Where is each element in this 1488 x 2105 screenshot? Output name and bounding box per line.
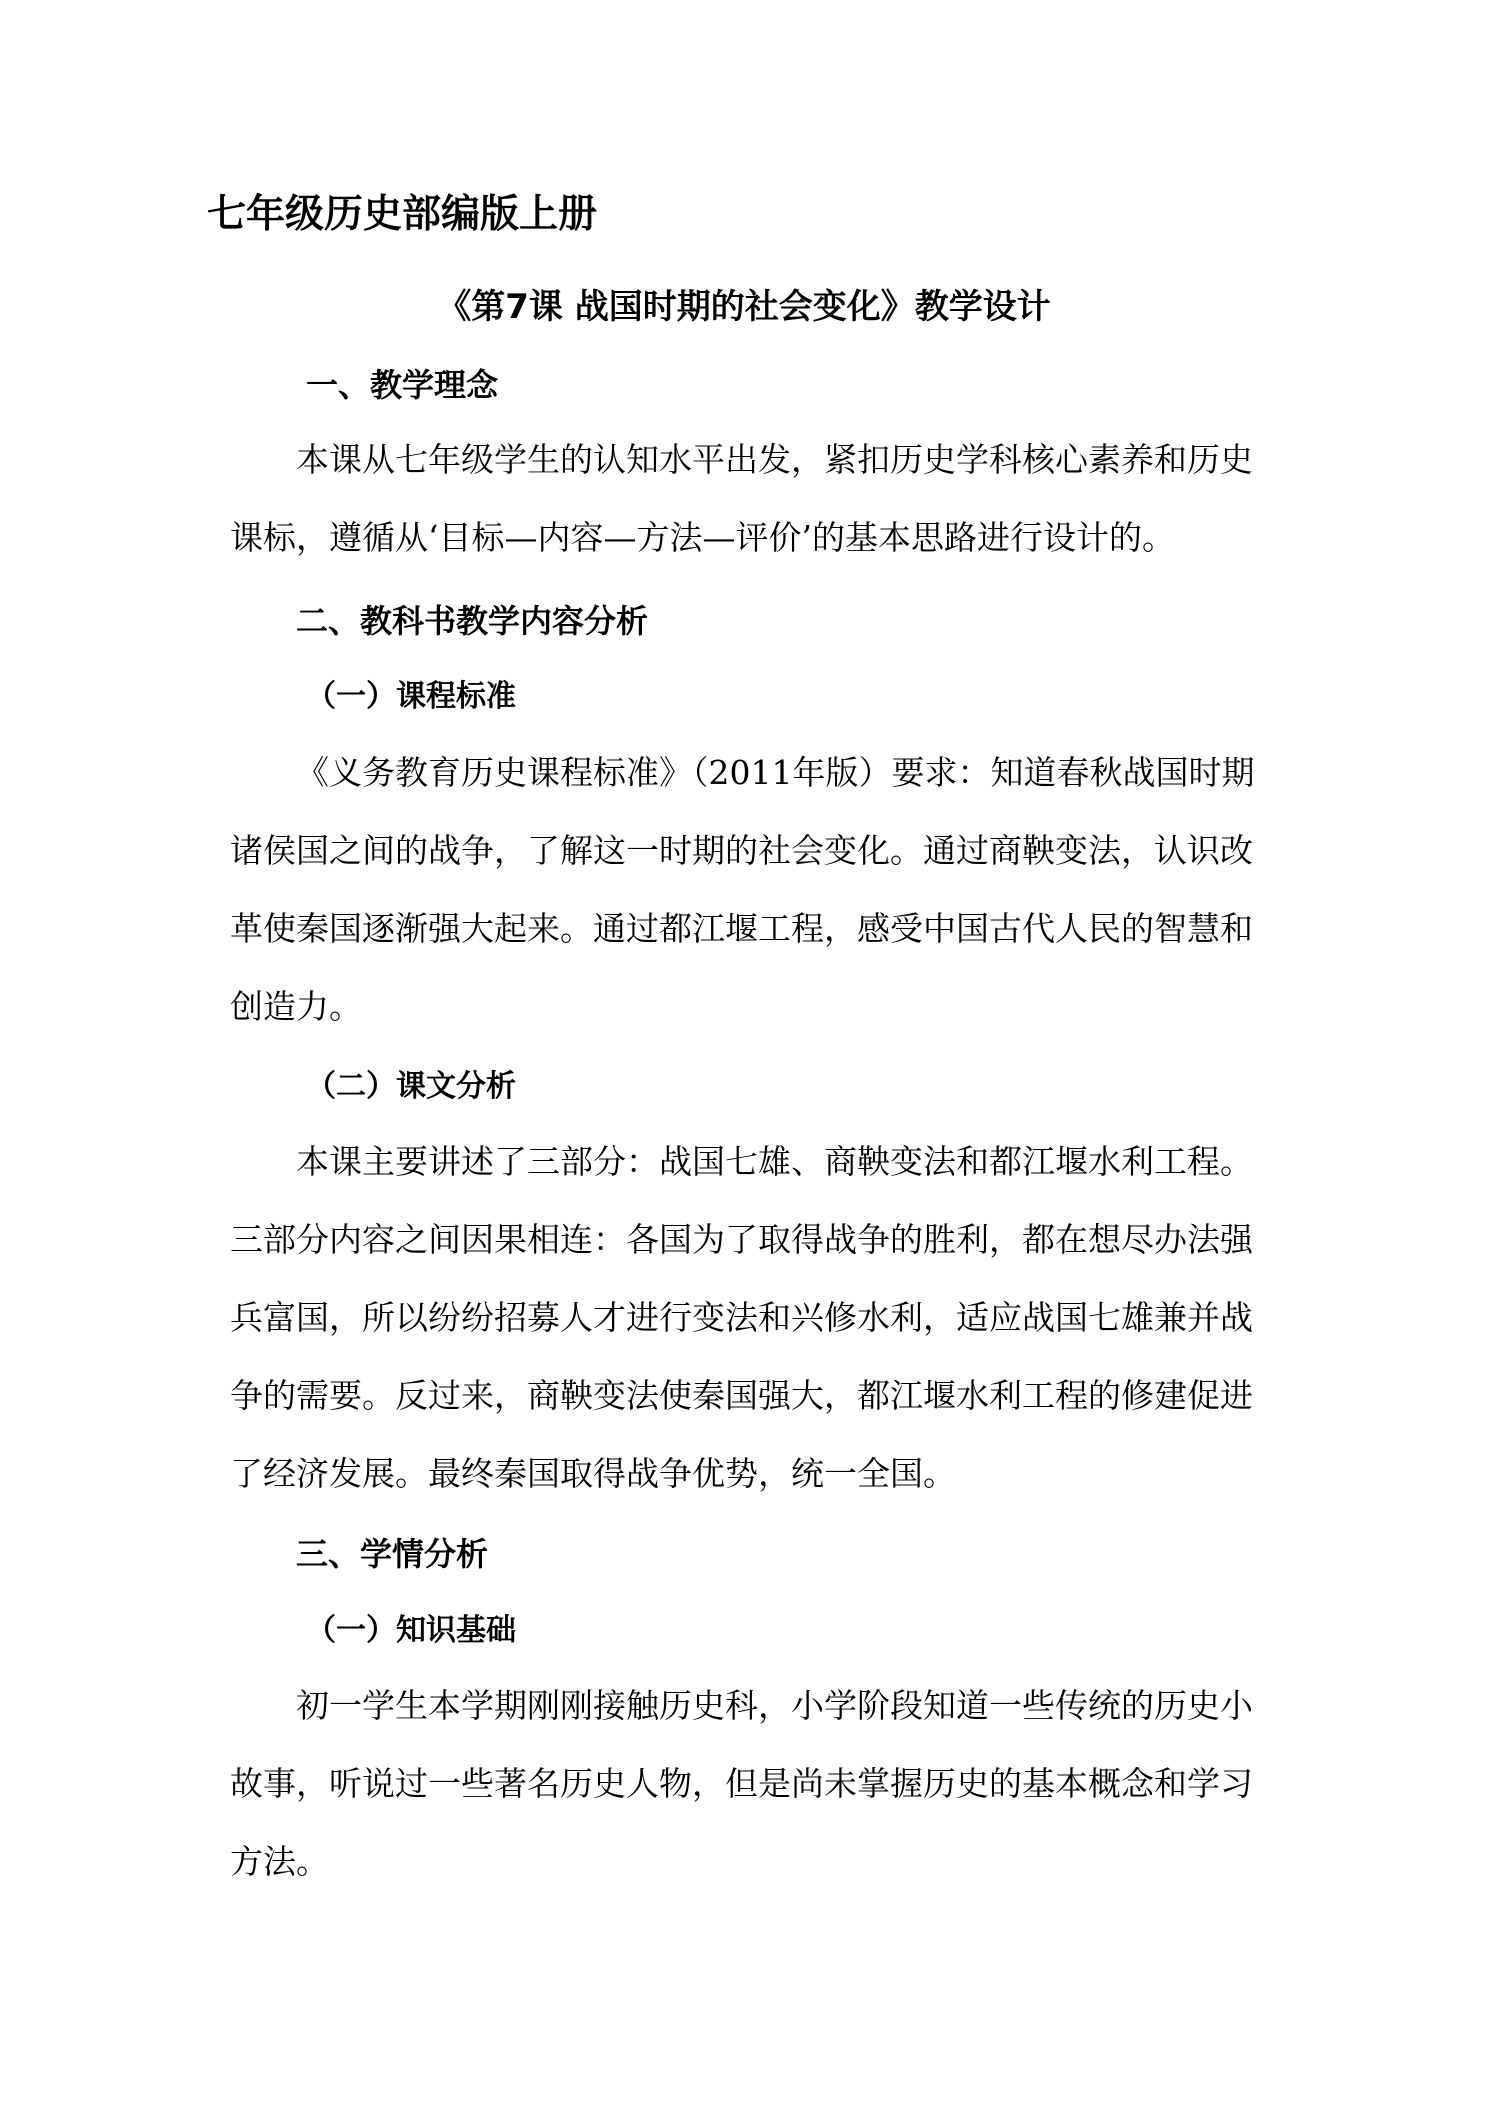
subsection-heading-text-analysis: （二）课文分析 (306, 1069, 516, 1104)
subsection-heading-curriculum-standard: （一）课程标准 (306, 679, 516, 714)
section-heading-teaching-philosophy: 一、教学理念 (306, 366, 499, 404)
section-heading-textbook-analysis: 二、教科书教学内容分析 (296, 602, 649, 640)
document-title: 七年级历史部编版上册 (207, 192, 598, 237)
subsection-paragraph-curriculum-standard: 《义务教育历史课程标准》（2011年版）要求：知道春秋战国时期诸侯国之间的战争，了解这一时期的社会变化。通过商鞅变法，认识改革使秦国逐渐强大起来。通过都江堰工程，感受中国古代人民的智慧和创造力。 (230, 753, 1255, 1026)
subsection-paragraph-text-analysis: 本课主要讲述了三部分：战国七雄、商鞅变法和都江堰水利工程。三部分内容之间因果相连：各国为了取得战争的胜利，都在想尽办法强兵富国，所以纷纷招募人才进行变法和兴修水利，适应战国七雄兼并战争的需要。反过来，商鞅变法使秦国强大，都江堰水利工程的修建促进了经济发展。最终秦国取得战争优势，统一全国。 (230, 1142, 1253, 1493)
subsection-paragraph-knowledge-base: 初一学生本学期刚刚接触历史科，小学阶段知道一些传统的历史小故事，听说过一些著名历史人物，但是尚未掌握历史的基本概念和学习方法。 (230, 1686, 1253, 1881)
subsection-heading-knowledge-base: （一）知识基础 (306, 1613, 516, 1648)
section-paragraph-teaching-philosophy: 本课从七年级学生的认知水平出发，紧扣历史学科核心素养和历史课标，遵循从‘目标—内容—方法—评价’的基本思路进行设计的。 (230, 440, 1253, 557)
section-heading-learner-analysis: 三、学情分析 (296, 1535, 489, 1573)
document-subtitle: 《第7课 战国时期的社会变化》教学设计 (437, 287, 1051, 327)
